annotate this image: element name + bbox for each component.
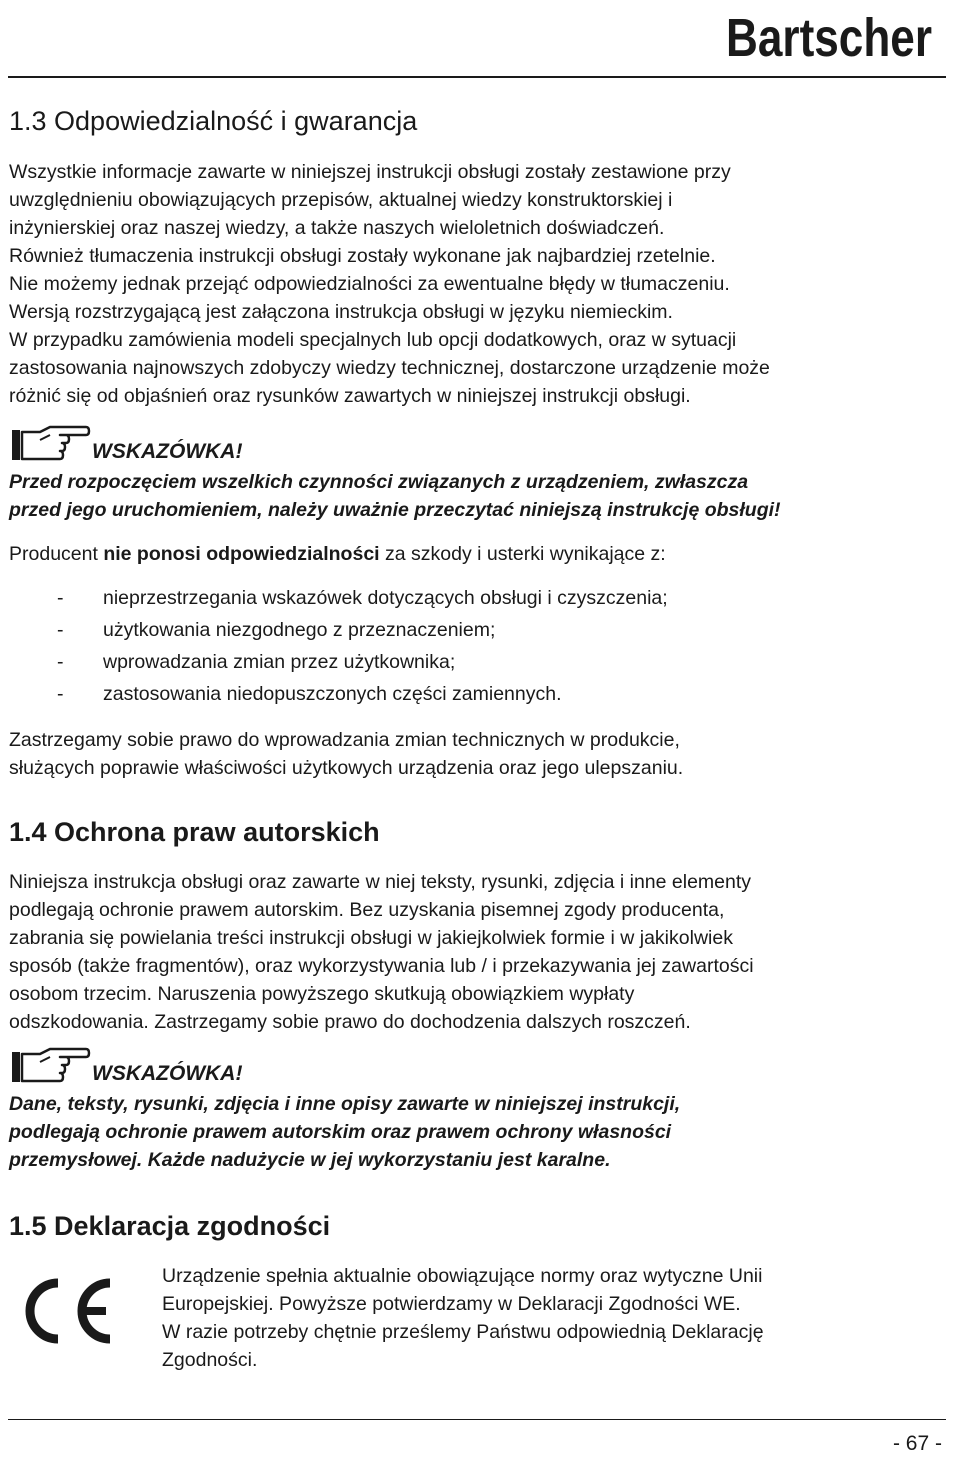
svg-text:Bartscher: Bartscher — [726, 8, 932, 68]
liability-statement: Producent nie ponosi odpowiedzialności za szkody i usterki wynikające z: — [9, 543, 666, 565]
copyright-note: Dane, teksty, rysunki, zdjęcia i inne opisy zawarte w niniejszej instrukcji, podlegają ochronie prawem autorskim oraz prawem ochrony własności przemysłowej. Każde nadużycie w jej wykorzystaniu jest karalne. — [9, 1093, 681, 1171]
pointing-hand-icon — [10, 1046, 90, 1088]
header-rule — [8, 76, 946, 78]
section-title: 1.3 Odpowiedzialność i gwarancja — [9, 106, 418, 136]
section-title: 1.5 Deklaracja zgodności — [9, 1211, 331, 1241]
pointing-hand-icon — [10, 424, 90, 466]
note-label: WSKAZÓWKA! — [92, 1062, 243, 1085]
conformity-text: Urządzenie spełnia aktualnie obowiązujące normy oraz wytyczne Unii Europejskiej. Powyższe potwierdzamy w Deklaracji Zgodności WE. W razie potrzeby chętnie prześlemy Państwu odpowiednią Deklarację Zgodności. — [162, 1265, 764, 1371]
footer-rule — [8, 1419, 946, 1420]
page-number: - 67 - — [892, 1432, 942, 1455]
warranty-paragraph: Wszystkie informacje zawarte w niniejszej instrukcji obsługi zostały zestawione przy uwzględnieniu obowiązujących przepisów, aktualnej wiedzy konstruktorskiej i inżynierskiej oraz naszej wiedzy, a także naszych wieloletnich doświadczeń. Również tłumaczenia instrukcji obsługi zostały wykonane jak najbardziej rzetelnie. Nie możemy jednak przejąć odpowiedzialności za ewentualne błędy w tłumaczeniu. Wersją rozstrzygającą jest załączona instrukcja obsługi w języku niemieckim. W przypadku zamówienia modeli specjalnych lub opcji dodatkowych, oraz w sytuacji zastosowania najnowszych zdobyczy wiedzy technicznej, dostarczone urządzenie może różnić się od objaśnień oraz rysunków zawartych w niniejszej instrukcji obsługi. — [9, 161, 770, 407]
note-label: WSKAZÓWKA! — [92, 440, 243, 463]
changes-reservation: Zastrzegamy sobie prawo do wprowadzania zmian technicznych w produkcie, służących poprawie właściwości użytkowych urządzenia oraz jego ulepszaniu. — [9, 729, 684, 779]
copyright-paragraph: Niniejsza instrukcja obsługi oraz zawarte w niej teksty, rysunki, zdjęcia i inne elementy podlegają ochronie prawem autorskim. Bez uzyskania pisemnej zgody producenta, zabrania się powielania treści instrukcji obsługi w jakiejkolwiek formie i w jakikolwiek sposób (także fragmentów), oraz wykorzystywania lub / i przekazywania jej zawartości osobom trzecim. Naruszenia powyższego skutkują obowiązkiem wypłaty odszkodowania. Zastrzegamy sobie prawo do dochodzenia dalszych roszczeń. — [9, 871, 754, 1033]
safety-note: Przed rozpoczęciem wszelkich czynności związanych z urządzeniem, zwłaszcza przed jego uruchomieniem, należy uważnie przeczytać niniejszą instrukcję obsługi! — [9, 471, 781, 521]
bartscher-logo — [722, 4, 934, 68]
section-title: 1.4 Ochrona praw autorskich — [9, 817, 380, 847]
ce-mark-icon — [18, 1277, 118, 1345]
